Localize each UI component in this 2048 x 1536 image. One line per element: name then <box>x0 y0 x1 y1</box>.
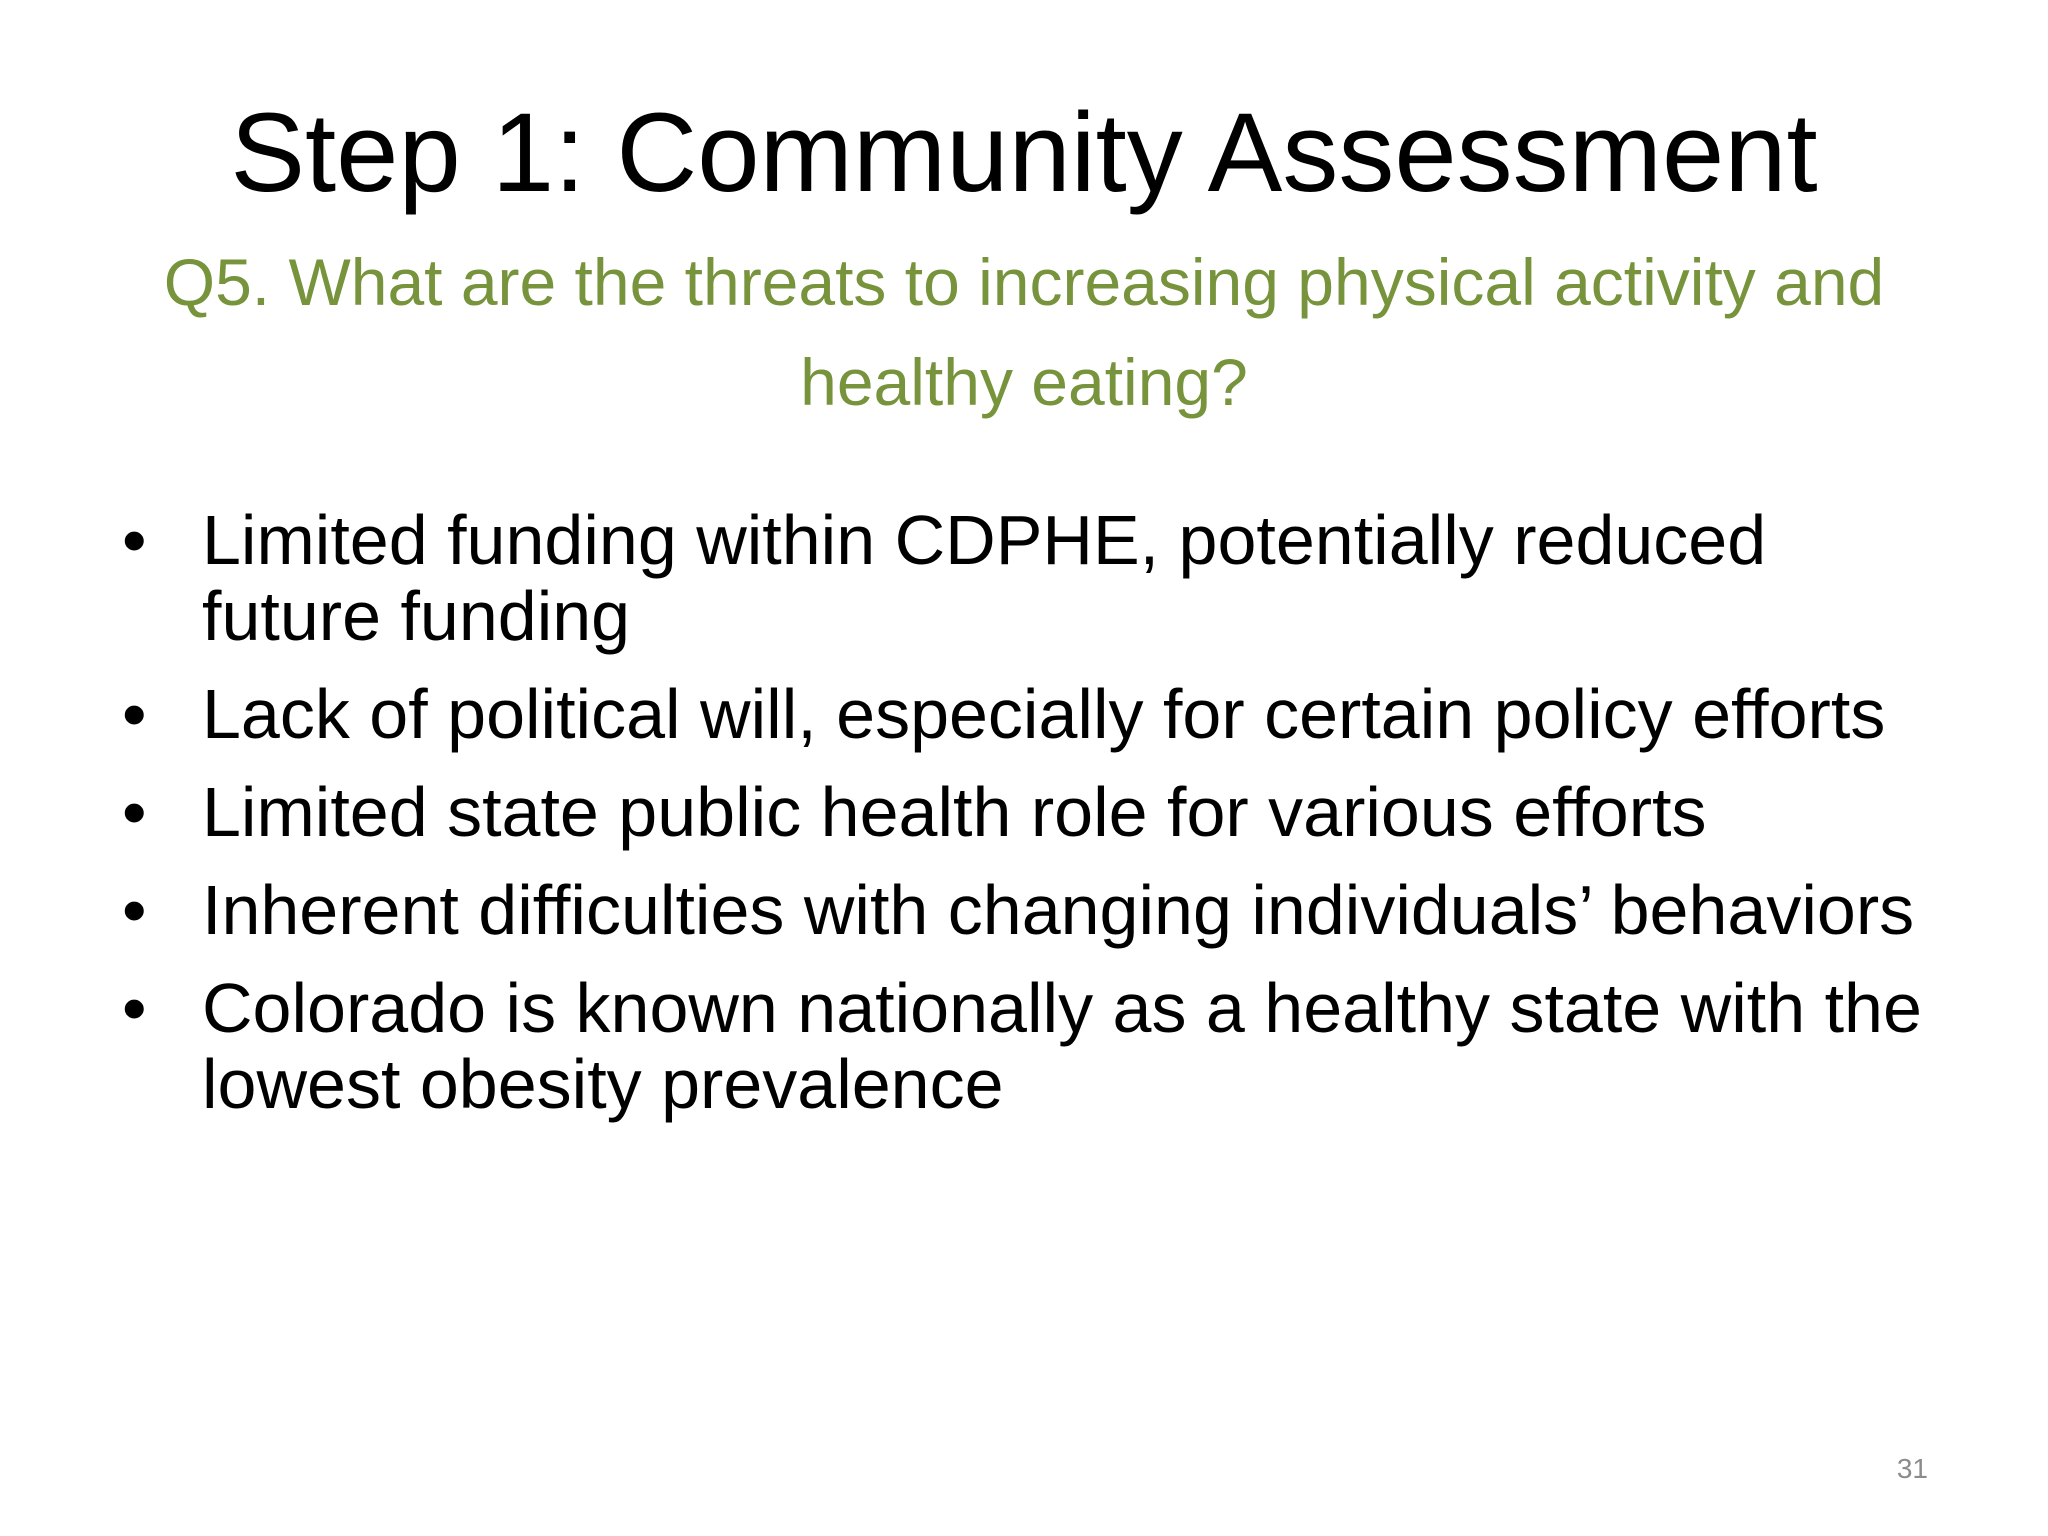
bullet-text: Limited state public health role for various efforts <box>202 773 1707 851</box>
bullet-item <box>118 676 1958 752</box>
bullet-icon: • <box>122 969 147 1047</box>
bullet-icon: • <box>122 501 147 579</box>
bullet-item <box>118 872 1958 948</box>
bullet-icon: • <box>122 773 147 851</box>
bullet-icon: • <box>122 675 147 753</box>
bullet-text: Limited funding within CDPHE, potentially reduced future funding <box>202 501 1767 655</box>
bullet-item <box>118 774 1958 850</box>
bullet-text: Colorado is known nationally as a healthy state with the lowest obesity prevalence <box>202 969 1922 1123</box>
bullet-icon: • <box>122 871 147 949</box>
slide-title: Step 1: Community Assessment <box>230 90 1818 215</box>
bullet-list <box>118 502 1958 1144</box>
page-number: 31 <box>1896 1453 1928 1484</box>
bullet-item <box>118 970 1958 1122</box>
bullet-text: Inherent difficulties with changing individuals’ behaviors <box>202 871 1915 949</box>
bullet-item <box>118 502 1958 654</box>
slide-subtitle: Q5. What are the threats to increasing physical activity and healthy eating? <box>163 245 1885 419</box>
bullet-text: Lack of political will, especially for certain policy efforts <box>202 675 1886 753</box>
